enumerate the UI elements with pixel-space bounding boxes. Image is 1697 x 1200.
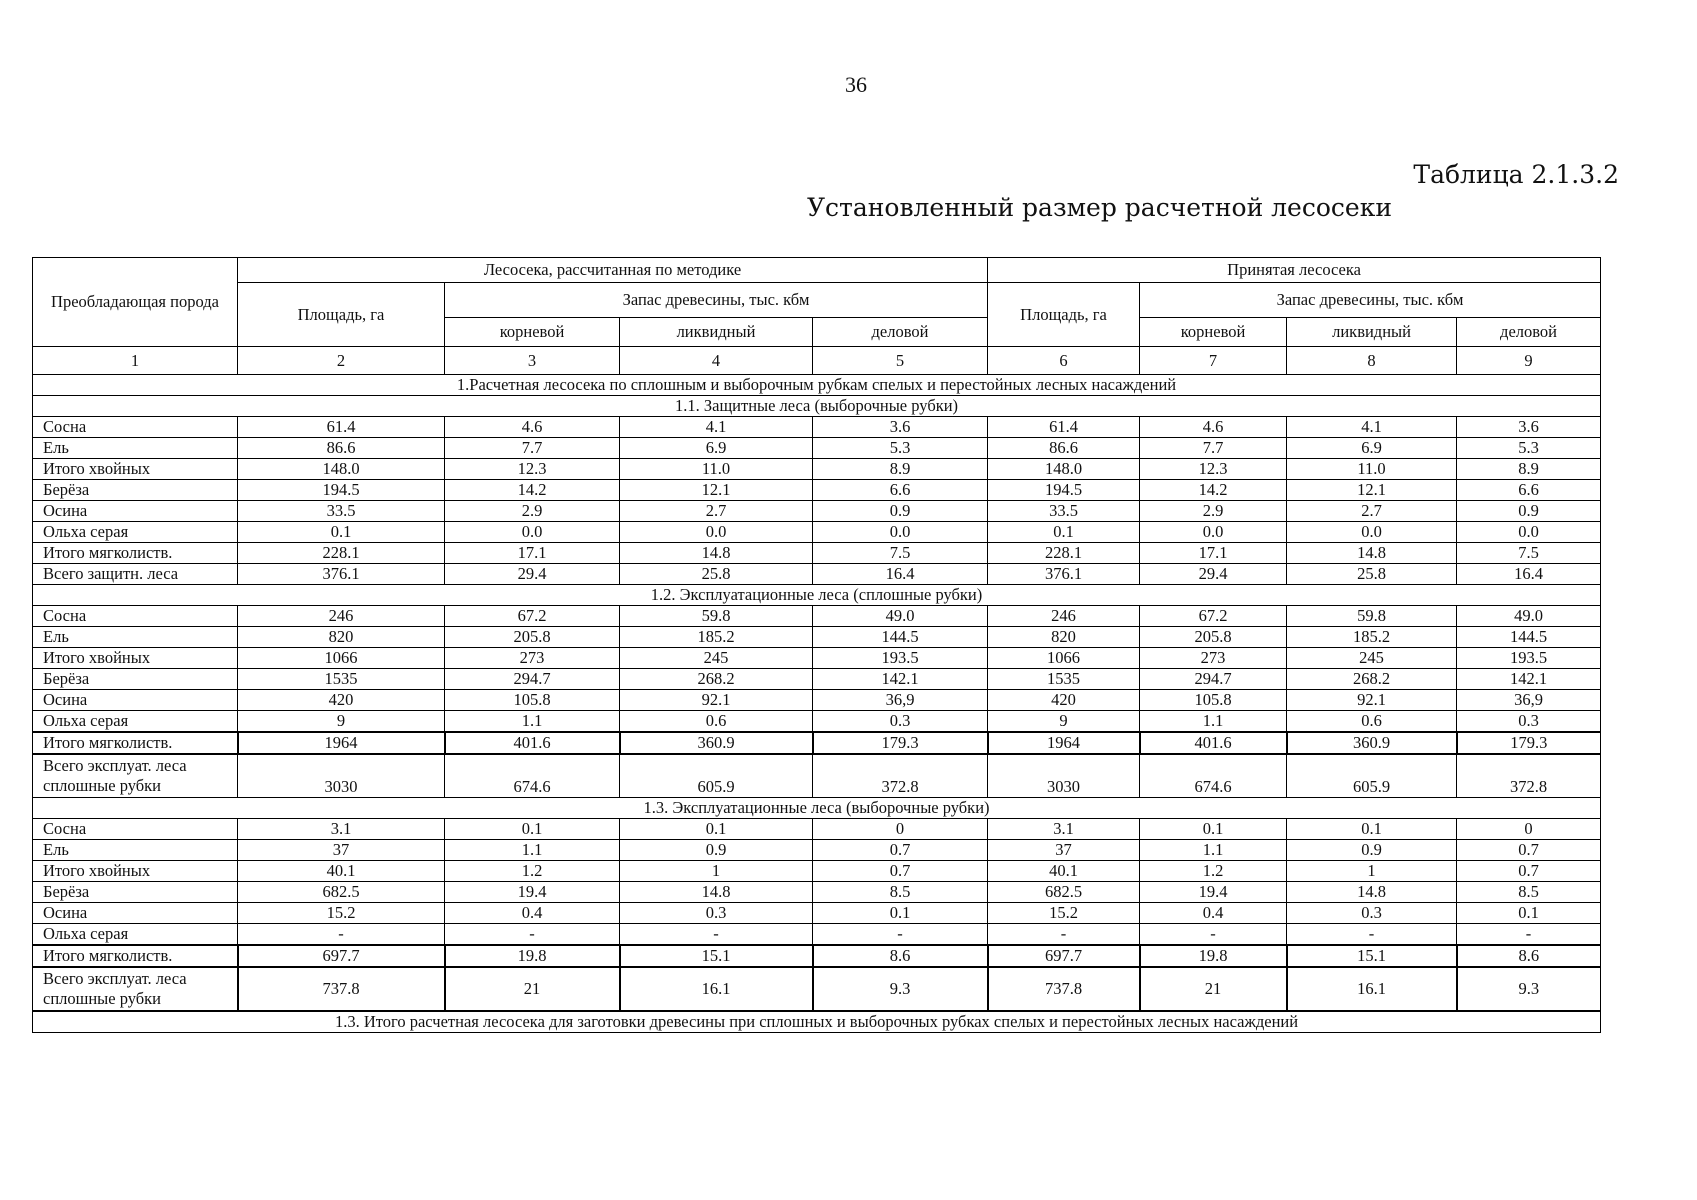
table-row xyxy=(33,669,1601,690)
header-liquid: ликвидный xyxy=(620,318,813,347)
value-cell: 9.3 xyxy=(1457,967,1601,1011)
column-number: 1 xyxy=(33,347,238,375)
table-row xyxy=(33,840,1601,861)
value-cell: 1.1 xyxy=(445,711,620,733)
value-cell: 3.6 xyxy=(813,417,988,438)
value-cell: 2.9 xyxy=(445,501,620,522)
value-cell: 16.4 xyxy=(813,564,988,585)
value-cell: 179.3 xyxy=(813,732,988,754)
value-cell: 3.6 xyxy=(1457,417,1601,438)
value-cell: 0 xyxy=(1457,819,1601,840)
value-cell: - xyxy=(1140,924,1287,946)
value-cell: 376.1 xyxy=(988,564,1140,585)
value-cell: 697.7 xyxy=(988,945,1140,967)
value-cell: 360.9 xyxy=(620,732,813,754)
value-cell: 92.1 xyxy=(1287,690,1457,711)
value-cell: 21 xyxy=(445,967,620,1011)
section-title: 1.3. Итого расчетная лесосека для заготовки древесины при сплошных и выборочных рубках спелых и перестойных лесных насаждений xyxy=(33,1011,1601,1033)
value-cell: 9.3 xyxy=(813,967,988,1011)
felling-table xyxy=(32,257,1601,1033)
value-cell: 1964 xyxy=(238,732,445,754)
table-title: Установленный размер расчетной лесосеки xyxy=(806,193,1392,222)
value-cell: 0.3 xyxy=(620,903,813,924)
species-name-cell: Итого мягколиств. xyxy=(33,732,238,754)
value-cell: 0.0 xyxy=(620,522,813,543)
value-cell: 205.8 xyxy=(445,627,620,648)
species-name-cell: Осина xyxy=(33,690,238,711)
value-cell: 0.7 xyxy=(813,840,988,861)
species-name-cell: Осина xyxy=(33,903,238,924)
value-cell: 4.1 xyxy=(1287,417,1457,438)
species-name-cell: Итого хвойных xyxy=(33,648,238,669)
value-cell: 49.0 xyxy=(1457,606,1601,627)
value-cell: - xyxy=(813,924,988,946)
value-cell: 86.6 xyxy=(238,438,445,459)
value-cell: 1066 xyxy=(238,648,445,669)
value-cell: 185.2 xyxy=(620,627,813,648)
value-cell: - xyxy=(238,924,445,946)
value-cell: 5.3 xyxy=(1457,438,1601,459)
value-cell: 6.9 xyxy=(620,438,813,459)
header-stock: Запас древесины, тыс. кбм xyxy=(445,283,988,318)
table-row xyxy=(33,648,1601,669)
value-cell: 360.9 xyxy=(1287,732,1457,754)
value-cell: 0.0 xyxy=(1140,522,1287,543)
species-name-cell: Ель xyxy=(33,627,238,648)
value-cell: 605.9 xyxy=(620,754,813,798)
value-cell: 14.8 xyxy=(620,543,813,564)
value-cell: 142.1 xyxy=(813,669,988,690)
species-name-cell: Ольха серая xyxy=(33,711,238,733)
value-cell: 737.8 xyxy=(988,967,1140,1011)
value-cell: 2.7 xyxy=(620,501,813,522)
value-cell: 14.2 xyxy=(445,480,620,501)
value-cell: 605.9 xyxy=(1287,754,1457,798)
header-area: Площадь, га xyxy=(238,283,445,347)
species-name-cell: Итого хвойных xyxy=(33,861,238,882)
value-cell: 1964 xyxy=(988,732,1140,754)
value-cell: 12.1 xyxy=(1287,480,1457,501)
section-row xyxy=(33,585,1601,606)
table-row xyxy=(33,861,1601,882)
value-cell: 179.3 xyxy=(1457,732,1601,754)
species-name-cell: Ель xyxy=(33,840,238,861)
value-cell: 25.8 xyxy=(620,564,813,585)
value-cell: 0.9 xyxy=(1287,840,1457,861)
column-number: 8 xyxy=(1287,347,1457,375)
header-group-method: Лесосека, рассчитанная по методике xyxy=(238,258,988,283)
section-row xyxy=(33,396,1601,417)
value-cell: 228.1 xyxy=(988,543,1140,564)
value-cell: 6.6 xyxy=(813,480,988,501)
value-cell: 144.5 xyxy=(813,627,988,648)
value-cell: 2.7 xyxy=(1287,501,1457,522)
column-number: 6 xyxy=(988,347,1140,375)
species-name-cell: Ольха серая xyxy=(33,924,238,946)
value-cell: 1.1 xyxy=(1140,711,1287,733)
value-cell: 144.5 xyxy=(1457,627,1601,648)
value-cell: 14.2 xyxy=(1140,480,1287,501)
value-cell: 4.6 xyxy=(1140,417,1287,438)
value-cell: 0.7 xyxy=(813,861,988,882)
value-cell: 142.1 xyxy=(1457,669,1601,690)
table-row xyxy=(33,417,1601,438)
value-cell: 17.1 xyxy=(445,543,620,564)
value-cell: - xyxy=(988,924,1140,946)
value-cell: 9 xyxy=(988,711,1140,733)
table-row xyxy=(33,924,1601,946)
value-cell: 19.4 xyxy=(1140,882,1287,903)
value-cell: 0.4 xyxy=(1140,903,1287,924)
value-cell: 0.7 xyxy=(1457,861,1601,882)
value-cell: 0.1 xyxy=(813,903,988,924)
value-cell: - xyxy=(620,924,813,946)
value-cell: 86.6 xyxy=(988,438,1140,459)
value-cell: 401.6 xyxy=(445,732,620,754)
value-cell: 0.1 xyxy=(238,522,445,543)
species-name-cell: Всего эксплуат. леса сплошные рубки xyxy=(33,967,238,1011)
table-row xyxy=(33,606,1601,627)
value-cell: 0.9 xyxy=(813,501,988,522)
value-cell: 1066 xyxy=(988,648,1140,669)
table-row xyxy=(33,967,1601,1011)
value-cell: 682.5 xyxy=(988,882,1140,903)
table-row xyxy=(33,882,1601,903)
value-cell: 0.9 xyxy=(1457,501,1601,522)
section-title: 1.1. Защитные леса (выборочные рубки) xyxy=(33,396,1601,417)
value-cell: 245 xyxy=(620,648,813,669)
value-cell: 37 xyxy=(238,840,445,861)
value-cell: 61.4 xyxy=(238,417,445,438)
species-name-cell: Итого мягколиств. xyxy=(33,945,238,967)
value-cell: 3.1 xyxy=(988,819,1140,840)
species-name-cell: Всего эксплуат. леса сплошные рубки xyxy=(33,754,238,798)
value-cell: 372.8 xyxy=(1457,754,1601,798)
table-row xyxy=(33,819,1601,840)
value-cell: 7.5 xyxy=(1457,543,1601,564)
value-cell: 268.2 xyxy=(620,669,813,690)
value-cell: 194.5 xyxy=(238,480,445,501)
species-name-cell: Сосна xyxy=(33,417,238,438)
species-name-cell: Осина xyxy=(33,501,238,522)
value-cell: 0.3 xyxy=(1457,711,1601,733)
value-cell: 14.8 xyxy=(1287,882,1457,903)
table-row xyxy=(33,438,1601,459)
value-cell: 14.8 xyxy=(1287,543,1457,564)
section-row xyxy=(33,375,1601,396)
value-cell: 3030 xyxy=(238,754,445,798)
value-cell: 245 xyxy=(1287,648,1457,669)
table-row xyxy=(33,945,1601,967)
value-cell: 1.1 xyxy=(1140,840,1287,861)
value-cell: 682.5 xyxy=(238,882,445,903)
species-name-cell: Сосна xyxy=(33,606,238,627)
value-cell: 12.3 xyxy=(1140,459,1287,480)
value-cell: 59.8 xyxy=(620,606,813,627)
value-cell: 420 xyxy=(238,690,445,711)
value-cell: 372.8 xyxy=(813,754,988,798)
value-cell: 1535 xyxy=(238,669,445,690)
species-name-cell: Ольха серая xyxy=(33,522,238,543)
value-cell: 6.9 xyxy=(1287,438,1457,459)
value-cell: 148.0 xyxy=(988,459,1140,480)
value-cell: 228.1 xyxy=(238,543,445,564)
value-cell: 7.7 xyxy=(445,438,620,459)
value-cell: 1535 xyxy=(988,669,1140,690)
value-cell: - xyxy=(445,924,620,946)
value-cell: 294.7 xyxy=(1140,669,1287,690)
value-cell: 1.2 xyxy=(445,861,620,882)
value-cell: 7.7 xyxy=(1140,438,1287,459)
value-cell: 0.0 xyxy=(1457,522,1601,543)
page-number: 36 xyxy=(845,72,867,97)
value-cell: 0.0 xyxy=(445,522,620,543)
value-cell: 0.1 xyxy=(620,819,813,840)
value-cell: 15.2 xyxy=(238,903,445,924)
species-name-cell: Всего защитн. леса xyxy=(33,564,238,585)
value-cell: 674.6 xyxy=(445,754,620,798)
value-cell: 420 xyxy=(988,690,1140,711)
value-cell: 820 xyxy=(238,627,445,648)
value-cell: 67.2 xyxy=(1140,606,1287,627)
value-cell: 11.0 xyxy=(620,459,813,480)
species-name-cell: Ель xyxy=(33,438,238,459)
species-name-cell: Итого мягколиств. xyxy=(33,543,238,564)
value-cell: 0.9 xyxy=(620,840,813,861)
value-cell: 14.8 xyxy=(620,882,813,903)
table-row xyxy=(33,480,1601,501)
value-cell: 0.0 xyxy=(1287,522,1457,543)
value-cell: 59.8 xyxy=(1287,606,1457,627)
column-number: 9 xyxy=(1457,347,1601,375)
value-cell: 268.2 xyxy=(1287,669,1457,690)
value-cell: 29.4 xyxy=(445,564,620,585)
value-cell: 273 xyxy=(445,648,620,669)
table-row xyxy=(33,903,1601,924)
value-cell: 8.6 xyxy=(813,945,988,967)
value-cell: 92.1 xyxy=(620,690,813,711)
value-cell: 2.9 xyxy=(1140,501,1287,522)
value-cell: 61.4 xyxy=(988,417,1140,438)
header-area: Площадь, га xyxy=(988,283,1140,347)
table-row xyxy=(33,543,1601,564)
table-row xyxy=(33,754,1601,798)
value-cell: 185.2 xyxy=(1287,627,1457,648)
value-cell: 737.8 xyxy=(238,967,445,1011)
section-title: 1.3. Эксплуатационные леса (выборочные рубки) xyxy=(33,798,1601,819)
value-cell: 37 xyxy=(988,840,1140,861)
value-cell: 294.7 xyxy=(445,669,620,690)
value-cell: 193.5 xyxy=(1457,648,1601,669)
table-label: Таблица 2.1.3.2 xyxy=(1413,160,1619,189)
header-stock: Запас древесины, тыс. кбм xyxy=(1140,283,1601,318)
value-cell: 8.6 xyxy=(1457,945,1601,967)
header-species: Преобладающая порода xyxy=(33,258,238,347)
table-row xyxy=(33,501,1601,522)
value-cell: 6.6 xyxy=(1457,480,1601,501)
value-cell: 273 xyxy=(1140,648,1287,669)
table-row xyxy=(33,459,1601,480)
value-cell: 246 xyxy=(988,606,1140,627)
value-cell: 33.5 xyxy=(238,501,445,522)
value-cell: 0.6 xyxy=(620,711,813,733)
value-cell: 1 xyxy=(1287,861,1457,882)
value-cell: 105.8 xyxy=(1140,690,1287,711)
value-cell: 0.1 xyxy=(1140,819,1287,840)
value-cell: - xyxy=(1457,924,1601,946)
value-cell: 0.4 xyxy=(445,903,620,924)
header-root: корневой xyxy=(1140,318,1287,347)
column-number: 4 xyxy=(620,347,813,375)
species-name-cell: Берёза xyxy=(33,669,238,690)
value-cell: 148.0 xyxy=(238,459,445,480)
value-cell: 21 xyxy=(1140,967,1287,1011)
value-cell: 1.2 xyxy=(1140,861,1287,882)
value-cell: 15.2 xyxy=(988,903,1140,924)
value-cell: 674.6 xyxy=(1140,754,1287,798)
value-cell: 25.8 xyxy=(1287,564,1457,585)
value-cell: 67.2 xyxy=(445,606,620,627)
species-name-cell: Сосна xyxy=(33,819,238,840)
value-cell: 16.4 xyxy=(1457,564,1601,585)
value-cell: 4.1 xyxy=(620,417,813,438)
value-cell: 40.1 xyxy=(238,861,445,882)
section-title: 1.Расчетная лесосека по сплошным и выборочным рубкам спелых и перестойных лесных насаждений xyxy=(33,375,1601,396)
column-number: 5 xyxy=(813,347,988,375)
value-cell: 8.5 xyxy=(1457,882,1601,903)
column-number: 3 xyxy=(445,347,620,375)
value-cell: 40.1 xyxy=(988,861,1140,882)
value-cell: 194.5 xyxy=(988,480,1140,501)
value-cell: 12.1 xyxy=(620,480,813,501)
value-cell: 820 xyxy=(988,627,1140,648)
value-cell: 7.5 xyxy=(813,543,988,564)
value-cell: 5.3 xyxy=(813,438,988,459)
value-cell: - xyxy=(1287,924,1457,946)
value-cell: 0.1 xyxy=(445,819,620,840)
section-row xyxy=(33,798,1601,819)
value-cell: 205.8 xyxy=(1140,627,1287,648)
value-cell: 0.1 xyxy=(1287,819,1457,840)
header-liquid: ликвидный xyxy=(1287,318,1457,347)
value-cell: 12.3 xyxy=(445,459,620,480)
section-title: 1.2. Эксплуатационные леса (сплошные рубки) xyxy=(33,585,1601,606)
value-cell: 246 xyxy=(238,606,445,627)
table-body xyxy=(33,375,1601,1033)
value-cell: 9 xyxy=(238,711,445,733)
species-name-cell: Итого хвойных xyxy=(33,459,238,480)
value-cell: 0 xyxy=(813,819,988,840)
value-cell: 376.1 xyxy=(238,564,445,585)
value-cell: 0.6 xyxy=(1287,711,1457,733)
value-cell: 11.0 xyxy=(1287,459,1457,480)
value-cell: 0.1 xyxy=(1457,903,1601,924)
table-row xyxy=(33,522,1601,543)
species-name-cell: Берёза xyxy=(33,882,238,903)
value-cell: 8.9 xyxy=(813,459,988,480)
value-cell: 19.8 xyxy=(1140,945,1287,967)
value-cell: 105.8 xyxy=(445,690,620,711)
value-cell: 49.0 xyxy=(813,606,988,627)
value-cell: 401.6 xyxy=(1140,732,1287,754)
value-cell: 8.5 xyxy=(813,882,988,903)
column-number: 2 xyxy=(238,347,445,375)
value-cell: 16.1 xyxy=(620,967,813,1011)
value-cell: 3.1 xyxy=(238,819,445,840)
value-cell: 19.8 xyxy=(445,945,620,967)
value-cell: 0.0 xyxy=(813,522,988,543)
table-row xyxy=(33,627,1601,648)
value-cell: 15.1 xyxy=(1287,945,1457,967)
value-cell: 697.7 xyxy=(238,945,445,967)
section-row xyxy=(33,1011,1601,1033)
value-cell: 36,9 xyxy=(1457,690,1601,711)
value-cell: 1 xyxy=(620,861,813,882)
value-cell: 8.9 xyxy=(1457,459,1601,480)
value-cell: 0.7 xyxy=(1457,840,1601,861)
header-group-accepted: Принятая лесосека xyxy=(988,258,1601,283)
value-cell: 15.1 xyxy=(620,945,813,967)
table-row xyxy=(33,732,1601,754)
value-cell: 0.3 xyxy=(813,711,988,733)
value-cell: 0.3 xyxy=(1287,903,1457,924)
value-cell: 33.5 xyxy=(988,501,1140,522)
value-cell: 3030 xyxy=(988,754,1140,798)
value-cell: 1.1 xyxy=(445,840,620,861)
species-name-cell: Берёза xyxy=(33,480,238,501)
value-cell: 193.5 xyxy=(813,648,988,669)
table-row xyxy=(33,564,1601,585)
value-cell: 4.6 xyxy=(445,417,620,438)
header-business: деловой xyxy=(1457,318,1601,347)
header-root: корневой xyxy=(445,318,620,347)
table-row xyxy=(33,690,1601,711)
column-number: 7 xyxy=(1140,347,1287,375)
value-cell: 29.4 xyxy=(1140,564,1287,585)
value-cell: 17.1 xyxy=(1140,543,1287,564)
value-cell: 19.4 xyxy=(445,882,620,903)
value-cell: 36,9 xyxy=(813,690,988,711)
value-cell: 0.1 xyxy=(988,522,1140,543)
header-business: деловой xyxy=(813,318,988,347)
value-cell: 16.1 xyxy=(1287,967,1457,1011)
table-row xyxy=(33,711,1601,733)
